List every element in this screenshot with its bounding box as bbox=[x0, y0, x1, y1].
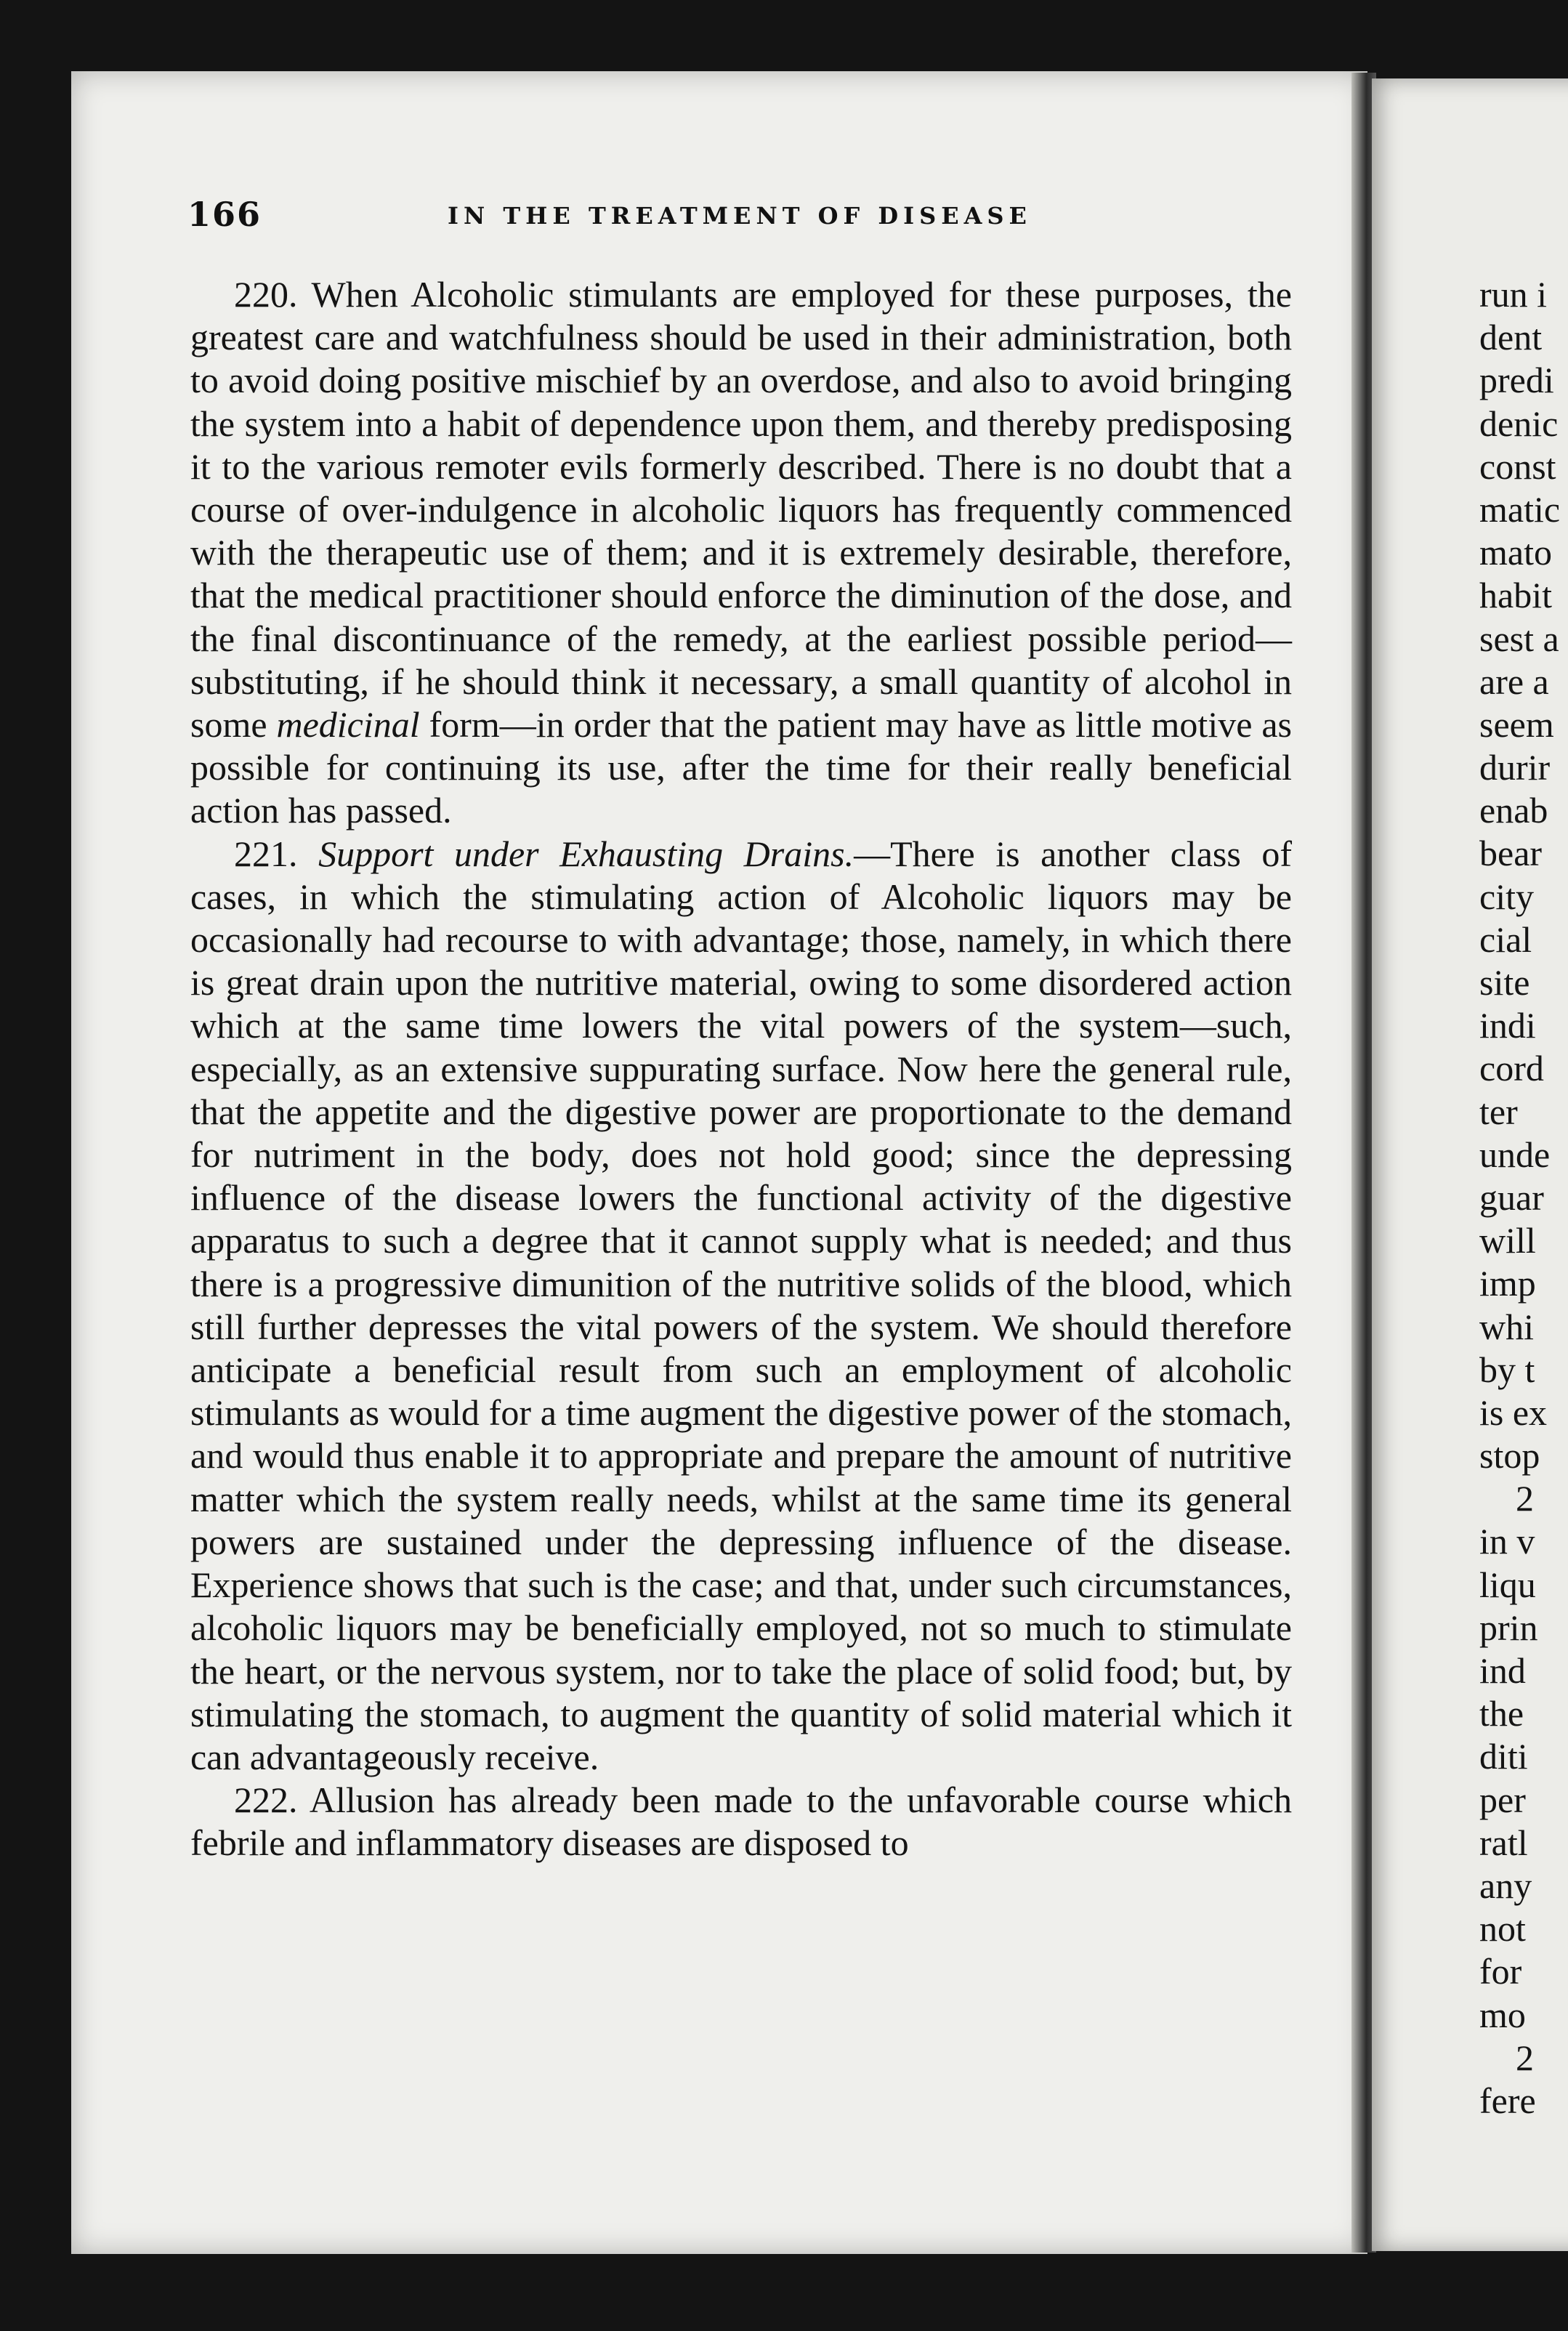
paragraph-text: Allusion has already been made to the unfavorable course which febrile and inflammatory diseases are disposed to bbox=[190, 1779, 1292, 1864]
right-page-line: prin bbox=[1479, 1607, 1538, 1648]
paragraph-number: 222. bbox=[234, 1779, 298, 1821]
right-page-line: cord bbox=[1479, 1048, 1544, 1089]
right-page-line: liqu bbox=[1479, 1564, 1536, 1605]
right-page-line: ind bbox=[1479, 1650, 1526, 1691]
right-page-line: const bbox=[1479, 445, 1556, 487]
right-page-line: mato bbox=[1479, 532, 1552, 573]
right-page-line: mo bbox=[1479, 1994, 1526, 2035]
right-page-line: the bbox=[1479, 1693, 1524, 1734]
right-page-line: habit bbox=[1479, 575, 1552, 616]
running-head-title: IN THE TREATMENT OF DISEASE bbox=[448, 202, 1032, 230]
right-page-line: per bbox=[1479, 1779, 1526, 1820]
paragraph-number: 221. bbox=[234, 833, 298, 874]
right-page-line: bear bbox=[1479, 833, 1543, 874]
right-page-line: unde bbox=[1479, 1134, 1551, 1175]
right-page-line: not bbox=[1479, 1908, 1526, 1950]
right-page-line: dent bbox=[1479, 317, 1543, 358]
running-head bbox=[187, 195, 1306, 238]
right-page-line: diti bbox=[1479, 1736, 1528, 1777]
body-text bbox=[190, 273, 1292, 1865]
right-page-line: imp bbox=[1479, 1263, 1536, 1304]
page-number: 166 bbox=[187, 195, 262, 234]
right-page-line: whi bbox=[1479, 1306, 1534, 1347]
right-page-line: site bbox=[1479, 962, 1530, 1003]
right-page-line: for bbox=[1479, 1951, 1522, 1992]
right-page-line: denic bbox=[1479, 403, 1559, 444]
paragraph-text-continued: form—in order that the patient may have as little motive as possible for continuing its use, after the time for their really beneficial action has passed. bbox=[190, 704, 1292, 831]
italic-word: medicinal bbox=[276, 704, 420, 746]
right-page-line: will bbox=[1479, 1220, 1536, 1261]
right-page-line: ter bbox=[1479, 1091, 1518, 1132]
right-page-line: any bbox=[1479, 1865, 1532, 1906]
paragraph-text: —There is another class of cases, in which the stimulating action of Alcoholic liquors may be occasionally had recourse to with advantage; those, namely, in which there is great drain upon the nutritive material, owing to some disordered action which at the same time lowers the vital powers of the system—such, especially, as an extensive suppurating surface. Now here the general rule, that the appetite and the digestive power are proportionate to the demand for nutriment in the body, does not hold good; since the depressing influence of the disease lowers the functional activity of the digestive apparatus to such a degree that it cannot supply what is needed; and thus there is a progressive dimunition of the nutritive solids of the blood, which still further depresses the vital powers of the system. We should therefore anticipate a beneficial result from such an employment of alcoholic stimulants as would for a time augment the digestive power of the stomach, and would thus enable it to appropriate and prepare the amount of nutritive matter which the system really needs, whilst at the same time its general powers are sustained under the depressing influence of the disease. Experience shows that such is the case; and that, under such circumstances, alcoholic liquors may be beneficially employed, not so much to stimulate the heart, or the nervous system, nor to take the place of solid food; but, by stimulating the stomach, to augment the quantity of solid material which it can advantageously receive. bbox=[190, 833, 1293, 1777]
right-page-line: predi bbox=[1479, 360, 1554, 401]
right-page-line: is ex bbox=[1479, 1391, 1548, 1433]
paragraph-text: When Alcoholic stimulants are employed for these purposes, the greatest care and watchfulness should be used in their administration, both to avoid doing positive mischief by an overdose, and also to avoid bringing the system into a habit of dependence upon them, and thereby predisposing it to the various remoter evils formerly described. There is no doubt that a course of over-indulgence in alcoholic liquors has frequently commenced with the therapeutic use of them; and it is extremely desirable, therefore, that the medical practitioner should enforce the diminution of the dose, and the final discontinuance of the remedy, at the earliest possible period—substituting, if he should think it necessary, a small quantity of alcohol in some bbox=[190, 274, 1292, 746]
right-page-line: are a bbox=[1479, 660, 1549, 702]
right-page-line: in v bbox=[1479, 1521, 1535, 1562]
paragraph-number: 220. bbox=[234, 274, 298, 315]
right-page-line: matic bbox=[1479, 488, 1561, 530]
right-page-line: indi bbox=[1479, 1005, 1536, 1046]
right-page-line: durir bbox=[1479, 747, 1551, 788]
right-page-line: 2 bbox=[1516, 2037, 1534, 2078]
right-page-line: run i bbox=[1479, 274, 1548, 315]
right-page-text-fragments bbox=[1479, 273, 1568, 2122]
right-page-line: fere bbox=[1479, 2080, 1536, 2121]
right-page-line: sest a bbox=[1479, 618, 1559, 659]
right-page-line: enab bbox=[1479, 790, 1548, 831]
section-heading: Support under Exhausting Drains. bbox=[318, 833, 854, 874]
right-page-line: by t bbox=[1479, 1349, 1535, 1390]
right-page-line: ratl bbox=[1479, 1822, 1528, 1863]
paragraph-220 bbox=[190, 273, 1292, 833]
paragraph-222 bbox=[190, 1779, 1292, 1865]
right-page-line: cial bbox=[1479, 918, 1532, 960]
paragraph-221 bbox=[190, 833, 1292, 1779]
right-page-line: stop bbox=[1479, 1435, 1540, 1476]
right-page-line: 2 bbox=[1516, 1478, 1534, 1519]
right-page-line: city bbox=[1479, 876, 1534, 917]
right-page-line: guar bbox=[1479, 1176, 1544, 1218]
right-page-line: seem bbox=[1479, 703, 1554, 745]
